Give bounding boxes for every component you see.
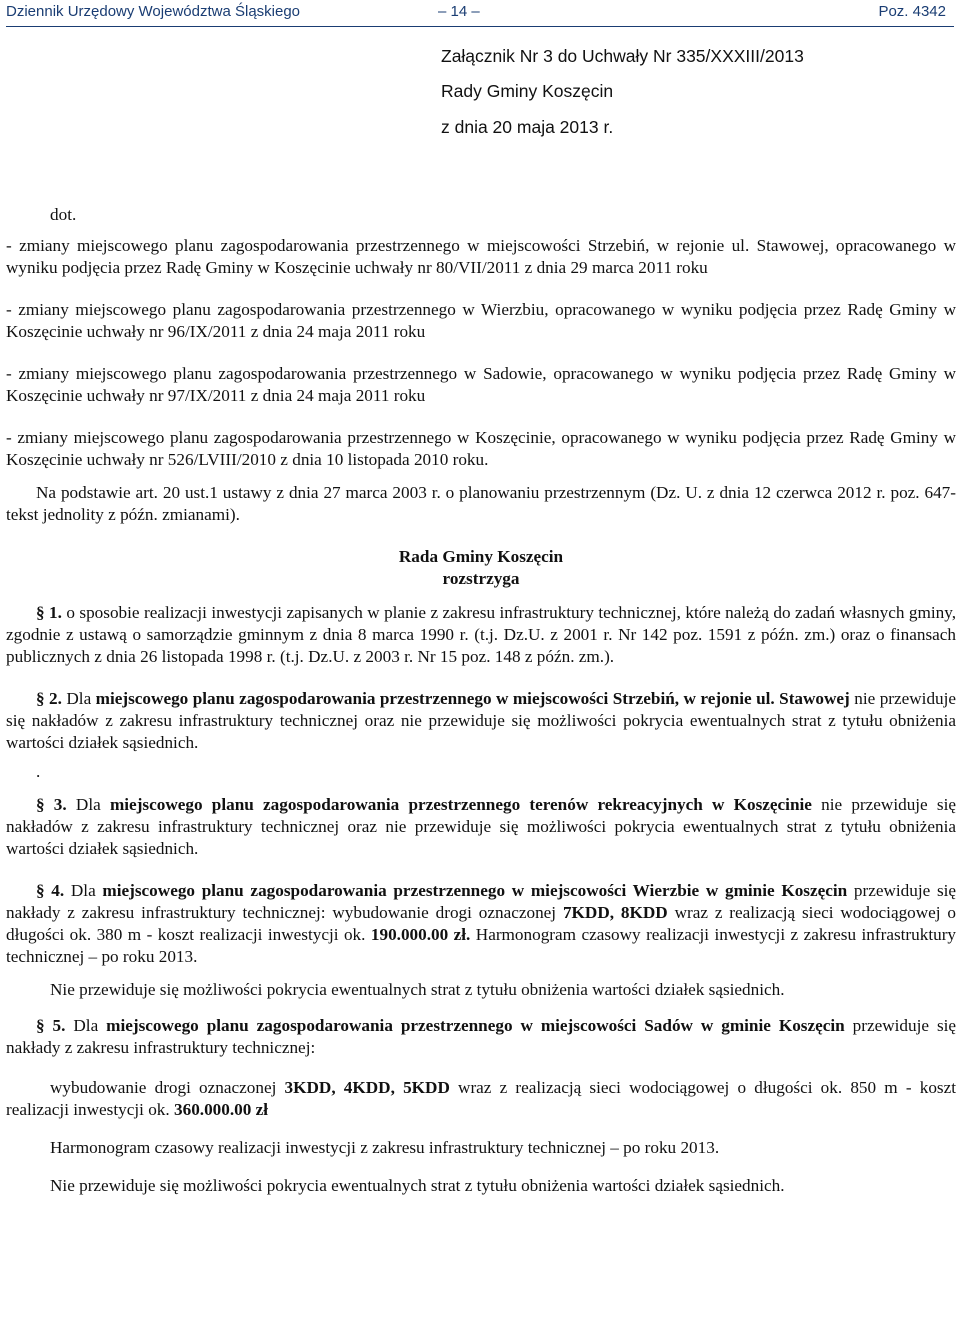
section-2: [6, 688, 956, 754]
section-5-cost: 360.000.00 zł: [174, 1100, 269, 1119]
document-body: [6, 204, 956, 1197]
legal-basis: Na podstawie art. 20 ust.1 ustawy z dnia 27 marca 2003 r. o planowaniu przestrzennym (Dz. U. z dnia 12 czerwca 2012 r. poz. 647- tekst jednolity z późn. zmianami).: [6, 483, 956, 524]
section-2-prefix: Dla: [66, 689, 92, 708]
section-1: [6, 602, 956, 668]
attachment-date: z dnia 20 maja 2013 r.: [441, 117, 614, 137]
section-4: [6, 880, 956, 968]
section-3-number: § 3.: [36, 795, 67, 814]
section-4-plan: miejscowego planu zagospodarowania przestrzennego w miejscowości Wierzbie w gminie Koszęcin: [102, 881, 848, 900]
section-1-text: o sposobie realizacji inwestycji zapisanych w planie z zakresu infrastruktury technicznej, które należą do zadań własnych gminy, zgodnie z ustawą o samorządzie gminnym z dnia 8 marca 1990 r. (t.j. Dz.U. z 2001 r. Nr 142 poz. 1591 z późn. zm.) oraz o finansach publicznych z dnia 26 listopada 1998 r. (t.j. Dz.U. z 2003 r. Nr 15 poz. 148 z późn. zm.).: [6, 603, 957, 666]
section-5-plan: miejscowego planu zagospodarowania przestrzennego w miejscowości Sadów w gminie Koszęcin: [106, 1016, 845, 1035]
section-5: [6, 1015, 956, 1059]
section-5-roads: 3KDD, 4KDD, 5KDD: [284, 1078, 450, 1097]
position-number: Poz. 4342: [878, 3, 946, 20]
resolves-heading: rozstrzyga: [442, 569, 520, 588]
section-2-dot: .: [36, 762, 41, 781]
section-4-roads: 7KDD, 8KDD: [562, 903, 668, 922]
section-4-note: [6, 979, 956, 1001]
page-header: [6, 0, 954, 27]
section-4-cost: 190.000.00 zł.: [370, 925, 471, 944]
section-3-plan: miejscowego planu zagospodarowania przestrzennego terenów rekreacyjnych w Koszęcinie: [109, 795, 812, 814]
section-5-note: Nie przewiduje się możliwości pokrycia ewentualnych strat z tytułu obniżenia wartości działek sąsiednich.: [50, 1176, 785, 1195]
section-5-road-a: wybudowanie drogi oznaczonej: [50, 1078, 277, 1097]
section-5-number: § 5.: [36, 1016, 66, 1035]
section-4-schedule: Harmonogram czasowy realizacji inwestycji z zakresu infrastruktury technicznej – po roku 2013.: [6, 925, 957, 966]
intro-item-1: - zmiany miejscowego planu zagospodarowania przestrzennego w miejscowości Strzebiń, w rejonie ul. Stawowej, opracowanego w wyniku podjęcia przez Radę Gminy w Koszęcinie uchwały nr 80/VII/2011 z dnia 29 marca 2011 roku: [6, 236, 956, 277]
section-3: [6, 794, 956, 860]
section-2-text: nie przewiduje się nakładów z zakresu infrastruktury technicznej oraz nie przewiduje się możliwości pokrycia ewentualnych strat z tytułu obniżenia wartości działek sąsiednich.: [6, 689, 957, 752]
section-4-note-text: Nie przewiduje się możliwości pokrycia ewentualnych strat z tytułu obniżenia wartości działek sąsiednich.: [50, 980, 785, 999]
attachment-council: Rady Gminy Koszęcin: [441, 81, 614, 101]
page-number: – 14 –: [438, 3, 480, 20]
intro-item-4: - zmiany miejscowego planu zagospodarowania przestrzennego w Koszęcinie, opracowanego w wyniku podjęcia przez Radę Gminy w Koszęcinie uchwały nr 526/LVIII/2010 z dnia 10 listopada 2010 roku.: [6, 428, 956, 469]
section-2-plan: miejscowego planu zagospodarowania przestrzennego w miejscowości Strzebiń, w rejonie ul. Stawowej: [95, 689, 850, 708]
council-name: Rada Gminy Koszęcin: [398, 547, 564, 566]
section-5-schedule: Harmonogram czasowy realizacji inwestycji z zakresu infrastruktury technicznej – po roku 2013.: [50, 1138, 720, 1157]
intro-dot: dot.: [50, 205, 77, 224]
journal-title: Dziennik Urzędowy Województwa Śląskiego: [6, 3, 301, 20]
section-2-number: § 2.: [36, 689, 62, 708]
section-5-text: przewiduje się nakłady z zakresu infrastruktury technicznej:: [6, 1016, 957, 1057]
section-4-text-c: wraz z realizacją sieci wodociągowej o długości ok. 380 m - koszt realizacji inwestycji ok.: [6, 903, 957, 944]
section-1-number: § 1.: [36, 603, 62, 622]
section-4-number: § 4.: [36, 881, 65, 900]
section-5-road: [6, 1077, 956, 1121]
section-3-prefix: Dla: [75, 795, 101, 814]
section-5-prefix: Dla: [73, 1016, 99, 1035]
section-3-text: nie przewiduje się nakładów z zakresu infrastruktury technicznej oraz nie przewiduje się możliwości pokrycia ewentualnych strat z tytułu obniżenia wartości działek sąsiednich.: [6, 795, 956, 858]
section-5-road-c: wraz z realizacją sieci wodociągowej o długości ok. 850 m - koszt realizacji inwestycji ok.: [6, 1078, 957, 1119]
section-4-text-a: przewiduje się nakłady z zakresu infrastruktury technicznej: wybudowanie drogi oznaczonej: [6, 881, 957, 922]
section-4-prefix: Dla: [70, 881, 96, 900]
intro-item-2: - zmiany miejscowego planu zagospodarowania przestrzennego w Wierzbiu, opracowanego w wyniku podjęcia przez Radę Gminy w Koszęcinie uchwały nr 96/IX/2011 z dnia 24 maja 2011 roku: [6, 300, 956, 341]
attachment-title: Załącznik Nr 3 do Uchwały Nr 335/XXXIII/2013: [441, 46, 804, 66]
intro-item-3: - zmiany miejscowego planu zagospodarowania przestrzennego w Sadowie, opracowanego w wyniku podjęcia przez Radę Gminy w Koszęcinie uchwały nr 97/IX/2011 z dnia 24 maja 2011 roku: [6, 364, 956, 405]
